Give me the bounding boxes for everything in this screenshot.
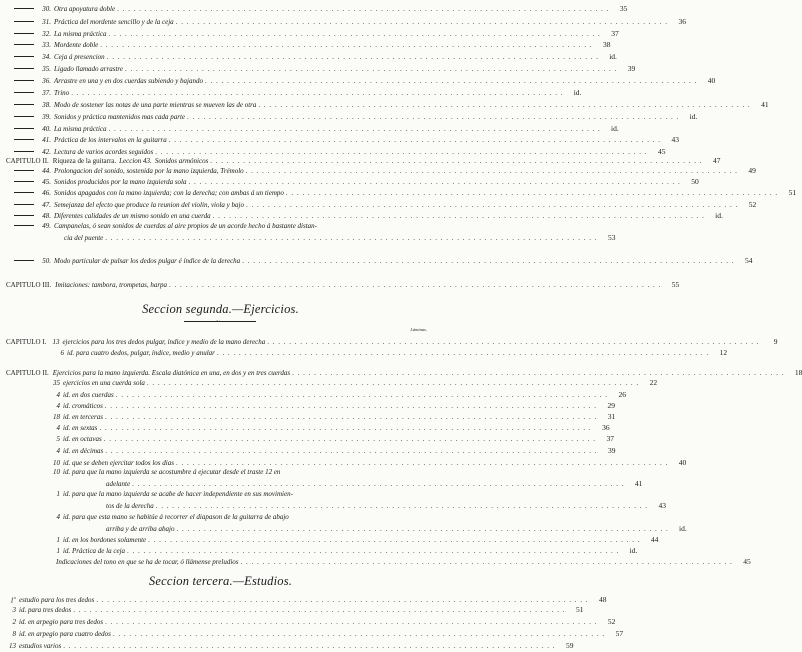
entry-text: Sonidos apagados con la mano izquierda; con la derecha; con ambas á un tiempo bbox=[54, 189, 284, 197]
dot-leader bbox=[63, 641, 555, 652]
dot-leader bbox=[104, 434, 596, 445]
dot-leader bbox=[125, 64, 617, 75]
chapter-label: CAPITULO II. bbox=[6, 157, 49, 165]
page-number: id. bbox=[609, 52, 617, 61]
exercise-entry[interactable] bbox=[0, 411, 616, 422]
chapter-label: CAPITULO I. bbox=[6, 338, 47, 346]
page-number: id. bbox=[689, 112, 698, 121]
entry-number-value: 13 bbox=[52, 338, 60, 346]
page-number: 40 bbox=[707, 76, 716, 85]
entry-text: arriba y de arriba abajo bbox=[106, 525, 175, 533]
page-number: id. bbox=[715, 211, 723, 220]
leader-dash bbox=[14, 8, 34, 9]
section-3-title: Seccion tercera.—Estudios. bbox=[148, 574, 293, 588]
entry-number bbox=[37, 4, 51, 15]
toc-entry-37[interactable] bbox=[0, 87, 582, 98]
entry-number-value: 36. bbox=[42, 77, 51, 85]
entry-text: Sonidos producidos por la mano izquierda sola bbox=[54, 178, 187, 186]
entry-text: Prolongacion del sonido, sostenida por la mano izquierda, Trémolo bbox=[54, 167, 244, 175]
entry-text: cia del puente bbox=[64, 234, 104, 242]
entry-text: Diferentes calidades de un mismo sonido en una cuerda bbox=[54, 212, 211, 220]
dot-leader bbox=[107, 52, 599, 63]
entry-text: adelante bbox=[106, 480, 131, 488]
toc-entry-39[interactable] bbox=[0, 111, 698, 122]
entry-text: tos de la derecha bbox=[106, 502, 154, 510]
page-number: 37 bbox=[606, 434, 614, 443]
entry-number bbox=[37, 100, 51, 111]
entry-text: id. en los bordones solamente bbox=[63, 536, 147, 544]
page-number: 18 bbox=[794, 368, 802, 377]
page-number: 59 bbox=[565, 641, 574, 650]
page-number: 9 bbox=[773, 337, 778, 346]
chapter-1-exercises-sub[interactable] bbox=[0, 347, 728, 358]
chapter-3-heading[interactable] bbox=[0, 279, 680, 290]
entry-text: id. en sextas bbox=[63, 424, 98, 432]
toc-entry-35[interactable] bbox=[0, 63, 636, 74]
toc-entry-34[interactable] bbox=[0, 51, 617, 62]
dot-leader bbox=[105, 617, 597, 628]
page-number: 38 bbox=[603, 40, 611, 49]
entry-number bbox=[37, 76, 51, 87]
page-number: 36 bbox=[602, 423, 610, 432]
entry-number bbox=[6, 641, 16, 652]
exercise-entry[interactable] bbox=[0, 534, 659, 545]
entry-text: ejercicios en una cuerda sola bbox=[63, 379, 145, 387]
dot-leader bbox=[169, 280, 661, 291]
entry-number-value: 13 bbox=[9, 642, 16, 650]
leader-dash bbox=[14, 192, 34, 193]
entry-number-value: 31. bbox=[42, 18, 51, 26]
entry-number-value: 37. bbox=[42, 89, 51, 97]
exercise-entry-continuation[interactable] bbox=[0, 478, 643, 489]
dot-leader bbox=[105, 233, 597, 244]
entry-number-value: 4 bbox=[56, 513, 60, 521]
entry-text: id. cromáticos bbox=[63, 402, 103, 410]
entry-number bbox=[37, 221, 51, 232]
page-number: 22 bbox=[649, 378, 658, 387]
entry-number-value: 39. bbox=[42, 113, 51, 121]
study-entry[interactable] bbox=[0, 628, 624, 639]
dot-leader bbox=[100, 40, 592, 51]
leader-dash bbox=[14, 44, 34, 45]
entry-number-value: 5 bbox=[56, 435, 60, 443]
page-number: 31 bbox=[607, 412, 616, 421]
leader-dash bbox=[14, 116, 34, 117]
entry-number bbox=[37, 112, 51, 123]
entry-number-value: 1 bbox=[56, 536, 60, 544]
toc-entry-49[interactable] bbox=[0, 221, 442, 232]
dot-leader bbox=[286, 188, 778, 199]
entry-number-value: 42. bbox=[42, 148, 51, 156]
toc-entry-33[interactable] bbox=[0, 39, 611, 50]
entry-number-value: 49. bbox=[42, 222, 51, 230]
page-number: 43 bbox=[671, 135, 680, 144]
entry-number-value: 3 bbox=[12, 606, 16, 614]
exercise-entry[interactable] bbox=[0, 400, 616, 411]
entry-number-value: 40. bbox=[42, 125, 51, 133]
entry-text: Ceja á presencion bbox=[54, 53, 105, 61]
study-entry[interactable] bbox=[0, 592, 607, 605]
leader-dash bbox=[14, 68, 34, 69]
entry-text: id. para que la mano izquierda se acabe de hacer independiente en sus movimien- bbox=[63, 490, 293, 498]
entry-number bbox=[46, 378, 60, 389]
entry-number-value: 4 bbox=[56, 424, 60, 432]
entry-text: id. en terceras bbox=[63, 413, 103, 421]
page-number: 54 bbox=[744, 256, 753, 265]
dot-leader bbox=[205, 76, 697, 87]
study-entry[interactable] bbox=[0, 604, 584, 615]
leader-dash bbox=[14, 92, 34, 93]
exercise-entry-continuation[interactable] bbox=[0, 500, 667, 511]
dot-leader bbox=[156, 501, 648, 512]
entry-text: id. en décimas bbox=[63, 447, 104, 455]
entry-number-value: 33. bbox=[42, 41, 51, 49]
toc-entry-46[interactable] bbox=[0, 187, 797, 198]
toc-entry-40[interactable] bbox=[0, 123, 619, 134]
entry-text: La misma práctica bbox=[54, 125, 107, 133]
entry-number bbox=[37, 17, 51, 28]
study-entry[interactable] bbox=[0, 616, 616, 627]
page-number: id. bbox=[611, 124, 619, 133]
exercise-entry[interactable] bbox=[0, 445, 616, 456]
entry-text: Otra apoyatura doble bbox=[54, 5, 116, 13]
entry-text: Sonidos y práctica mantenidos mas cada parte bbox=[54, 113, 186, 121]
dot-leader bbox=[71, 88, 563, 99]
chapter-1-exercises[interactable] bbox=[0, 336, 778, 347]
entry-number bbox=[46, 446, 60, 457]
dot-leader bbox=[117, 4, 609, 15]
entry-number bbox=[46, 434, 60, 445]
entry-text: Indicaciones del tono en que se ha de tocar, ó llámense preludios bbox=[56, 558, 239, 566]
toc-entry-45[interactable] bbox=[0, 176, 699, 187]
toc-entry-47[interactable] bbox=[0, 199, 757, 210]
entry-text: estudios varios bbox=[19, 642, 62, 650]
page-number: 12 bbox=[719, 348, 728, 357]
entry-number-value: 38. bbox=[42, 101, 51, 109]
entry-number bbox=[46, 512, 60, 523]
leader-dash bbox=[14, 181, 34, 182]
entry-number bbox=[37, 188, 51, 199]
ornament: ~ bbox=[216, 317, 221, 326]
dot-leader bbox=[187, 112, 679, 123]
exercise-entry-continuation[interactable] bbox=[0, 523, 687, 534]
entry-text: Práctica del mordente sencillo y de la ceja bbox=[54, 18, 174, 26]
leader-dash bbox=[14, 56, 34, 57]
dot-leader bbox=[176, 17, 668, 28]
entry-text: Lectura de varios acordes seguidos bbox=[54, 148, 154, 156]
page-number: id. bbox=[678, 524, 687, 533]
page-number: 29 bbox=[607, 401, 616, 410]
entry-number-value: 6 bbox=[60, 349, 64, 357]
toc-entry-44[interactable] bbox=[0, 165, 756, 176]
exercise-entry[interactable] bbox=[0, 467, 474, 478]
entry-number-value: 44. bbox=[42, 167, 51, 175]
exercise-entry[interactable] bbox=[0, 389, 626, 400]
entry-number-value: 45. bbox=[42, 178, 51, 186]
entry-number-value: 35. bbox=[42, 65, 51, 73]
dot-leader bbox=[240, 557, 732, 568]
entry-text: Arrastre en una y en dos cuerdas subiendo y bajando bbox=[54, 77, 203, 85]
page-number: 57 bbox=[615, 629, 624, 638]
exercise-entry[interactable] bbox=[0, 377, 658, 388]
toc-entry-38[interactable] bbox=[0, 99, 769, 110]
leader-dash bbox=[14, 204, 34, 205]
entry-number-value: 47. bbox=[42, 201, 51, 209]
dot-leader bbox=[242, 256, 734, 267]
entry-text: id. que se deben ejercitar todos los dias bbox=[63, 459, 174, 467]
entry-text: Campanelas, ó sean sonidos de cuerdas al aire propios de un acorde hecho á bastante distan- bbox=[54, 222, 317, 230]
entry-text: ejercicios para los tres dedos pulgar, índice y medio de la mano derecha bbox=[62, 338, 266, 346]
toc-entry-36[interactable] bbox=[0, 75, 716, 86]
leader-dash bbox=[14, 225, 34, 226]
toc-entry-continuation[interactable] bbox=[0, 232, 616, 243]
chapter-label: CAPITULO II. bbox=[6, 369, 49, 377]
exercise-entry[interactable] bbox=[0, 545, 638, 556]
page-number: 51 bbox=[788, 188, 797, 197]
entry-text: Imitaciones: tambora, trompetas, harpa bbox=[55, 281, 168, 289]
entry-number-value: 41. bbox=[42, 136, 51, 144]
entry-number-value: 35 bbox=[53, 379, 60, 387]
toc-entry-41[interactable] bbox=[0, 134, 680, 145]
leader-dash bbox=[14, 151, 34, 152]
page-number: 52 bbox=[607, 617, 616, 626]
entry-number-value: 10 bbox=[53, 468, 60, 476]
page-number: 40 bbox=[678, 458, 687, 467]
page-number: 49 bbox=[748, 166, 756, 175]
laminas-label: Láminas. bbox=[410, 327, 427, 332]
chapter-title: Riqueza de la guitarra. bbox=[52, 157, 117, 165]
page-number: 37 bbox=[611, 29, 619, 38]
page-number: id. bbox=[629, 546, 638, 555]
indications-entry[interactable] bbox=[0, 556, 751, 567]
page-number: 39 bbox=[608, 446, 616, 455]
entry-number-value: 2 bbox=[12, 618, 16, 626]
page-number: 26 bbox=[618, 390, 626, 399]
entry-text: Trino bbox=[54, 89, 70, 97]
page-number: 50 bbox=[691, 177, 699, 186]
page-number: 45 bbox=[743, 557, 751, 566]
leader-dash bbox=[14, 80, 34, 81]
page-number: 55 bbox=[671, 280, 680, 289]
entry-number bbox=[37, 64, 51, 75]
entry-text: id. Práctica de la ceja bbox=[63, 547, 126, 555]
exercise-entry[interactable] bbox=[0, 489, 474, 500]
entry-text: Ejercicios para la mano izquierda. Escala diatónica en una, en dos y en tres cuerdas bbox=[52, 369, 291, 377]
page-number: 48 bbox=[598, 595, 607, 605]
page-number: 39 bbox=[627, 64, 636, 73]
toc-entry-32[interactable] bbox=[0, 28, 619, 39]
lesson-title: Sonidos armónicos bbox=[154, 157, 209, 165]
dot-leader bbox=[217, 348, 709, 359]
leader-dash bbox=[14, 128, 34, 129]
toc-entry-30[interactable] bbox=[0, 3, 628, 14]
entry-text: Modo particular de pulsar los dedos pulgar é índice de la derecha bbox=[54, 257, 241, 265]
entry-number-value: 4 bbox=[56, 447, 60, 455]
entry-number-value: 34. bbox=[42, 53, 51, 61]
entry-number-value: 1 bbox=[56, 490, 60, 498]
entry-text: Modo de sostener las notas de una parte mientras se mueven las de otra bbox=[54, 101, 257, 109]
entry-number bbox=[52, 348, 64, 359]
entry-text: id. para cuatro dedos, pulgar, índice, medio y anular bbox=[67, 349, 215, 357]
page-number: 35 bbox=[619, 4, 628, 13]
entry-number-value: 8 bbox=[12, 630, 16, 638]
entry-number bbox=[6, 629, 16, 640]
entry-number-value: 18 bbox=[53, 413, 60, 421]
entry-number-value: 1 bbox=[56, 547, 60, 555]
page-number: 51 bbox=[576, 605, 584, 614]
entry-number bbox=[6, 605, 16, 616]
entry-text: id. para que esta mano se habitúe á recorrer el diapason de la guitarra de abajo bbox=[63, 513, 289, 521]
entry-text: id. en dos cuerdas bbox=[63, 391, 114, 399]
entry-number bbox=[46, 489, 60, 500]
entry-text: id. para que la mano izquierda se acostumbre á ejecutar desde el traste 12 en bbox=[63, 468, 281, 476]
leader-dash bbox=[14, 260, 34, 261]
toc-entry-31[interactable] bbox=[0, 16, 686, 27]
page-number: 47 bbox=[713, 156, 721, 165]
dot-leader bbox=[105, 446, 597, 457]
entry-number bbox=[37, 256, 51, 267]
entry-text: Mordente doble bbox=[54, 41, 99, 49]
dot-leader bbox=[169, 135, 661, 146]
entry-number bbox=[37, 52, 51, 63]
leader-dash bbox=[14, 215, 34, 216]
entry-number-value: 32. bbox=[42, 30, 51, 38]
entry-text: La misma práctica bbox=[54, 30, 107, 38]
page-number: 41 bbox=[634, 479, 643, 488]
exercise-entry[interactable] bbox=[0, 422, 610, 433]
study-entry[interactable] bbox=[0, 640, 574, 651]
entry-text: id. en arpegio para tres dedos bbox=[19, 618, 104, 626]
exercise-entry[interactable] bbox=[0, 512, 474, 523]
entry-text: id. en octavas bbox=[63, 435, 102, 443]
entry-number-value: 1 bbox=[10, 596, 14, 605]
page-number: 41 bbox=[761, 100, 769, 109]
leader-dash bbox=[14, 139, 34, 140]
entry-text: Ligado llamado arrastre bbox=[54, 65, 123, 73]
entry-number-value: 50. bbox=[42, 257, 51, 265]
page-number: 45 bbox=[658, 147, 666, 156]
entry-number-value: 46. bbox=[42, 189, 51, 197]
dot-leader bbox=[113, 629, 605, 640]
page-number: id. bbox=[573, 88, 582, 97]
section-2-title: Seccion segunda.—Ejercicios. bbox=[142, 302, 299, 316]
entry-number-value: 4 bbox=[56, 391, 60, 399]
exercise-entry[interactable] bbox=[0, 433, 614, 444]
page-number: 44 bbox=[650, 535, 659, 544]
entry-number bbox=[6, 617, 16, 628]
toc-entry-50[interactable] bbox=[0, 255, 753, 266]
entry-number-value: 10 bbox=[53, 459, 60, 467]
dot-leader bbox=[147, 378, 639, 389]
entry-number-value: 48. bbox=[42, 212, 51, 220]
chapter-label: CAPITULO III. bbox=[6, 281, 52, 289]
entry-number-value: 4 bbox=[56, 402, 60, 410]
leader-dash bbox=[14, 33, 34, 34]
dot-leader bbox=[258, 100, 750, 111]
entry-number bbox=[37, 135, 51, 146]
page-number: 43 bbox=[658, 501, 667, 510]
page-number: 52 bbox=[748, 200, 757, 209]
toc-entry-48[interactable] bbox=[0, 210, 723, 221]
entry-number bbox=[37, 40, 51, 51]
entry-text: Semejanza del efecto que produce la reunion del violin, viola y bajo bbox=[54, 201, 244, 209]
entry-text: id. para tres dedos bbox=[19, 606, 72, 614]
entry-text: estudio para los tres dedos bbox=[19, 596, 95, 605]
leader-dash bbox=[14, 21, 34, 22]
leader-dash bbox=[14, 104, 34, 105]
page-number: 53 bbox=[608, 233, 616, 242]
leader-dash bbox=[14, 170, 34, 171]
lesson-label: Leccion 43. bbox=[119, 157, 152, 165]
entry-number bbox=[46, 467, 60, 478]
page-number: 36 bbox=[678, 17, 686, 26]
entry-number bbox=[37, 88, 51, 99]
entry-number-suffix: o bbox=[13, 595, 16, 600]
entry-text: id. en arpegio para cuatro dedos bbox=[19, 630, 111, 638]
dot-leader bbox=[73, 605, 565, 616]
entry-number-value: 30. bbox=[42, 5, 51, 13]
entry-text: Práctica de los intervalos en la guitarra bbox=[54, 136, 167, 144]
